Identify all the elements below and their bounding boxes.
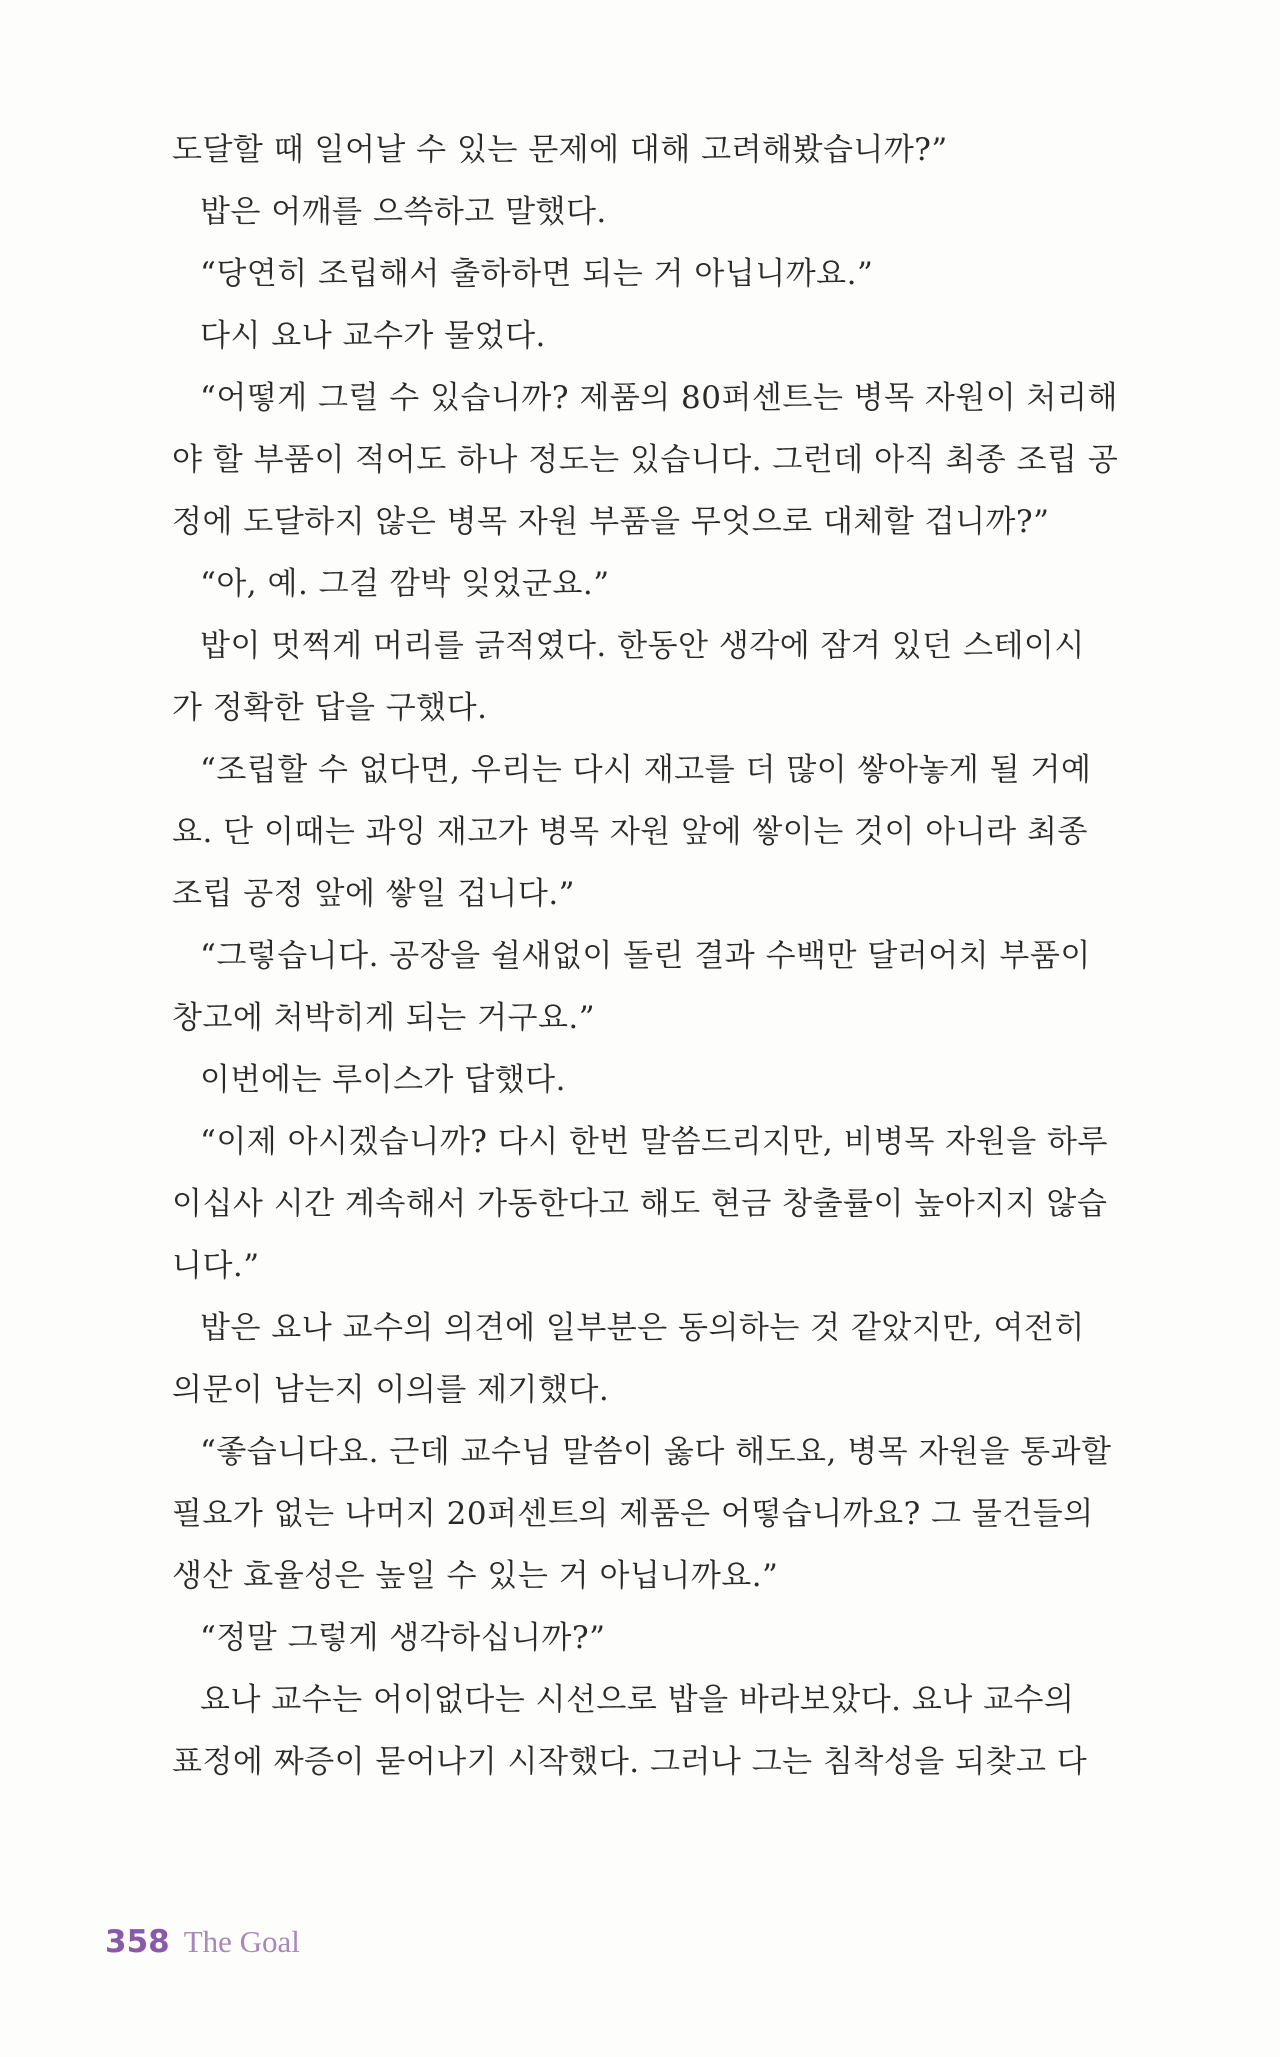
text-line: 창고에 처박히게 되는 거구요.” bbox=[172, 1000, 596, 1036]
text-line: “좋습니다요. 근데 교수님 말씀이 옳다 해도요, 병목 자원을 통과할 bbox=[200, 1434, 1112, 1470]
text-line: 다시 요나 교수가 물었다. bbox=[200, 318, 546, 354]
text-line: 도달할 때 일어날 수 있는 문제에 대해 고려해봤습니까?” bbox=[172, 132, 948, 168]
text-line: “조립할 수 없다면, 우리는 다시 재고를 더 많이 쌓아놓게 될 거예 bbox=[200, 752, 1092, 788]
text-line: “이제 아시겠습니까? 다시 한번 말씀드리지만, 비병목 자원을 하루 bbox=[200, 1124, 1108, 1160]
text-line: 야 할 부품이 적어도 하나 정도는 있습니다. 그런데 아직 최종 조립 공 bbox=[172, 442, 1119, 478]
text-line: “아, 예. 그걸 깜박 잊었군요.” bbox=[200, 566, 610, 602]
text-line: 요나 교수는 어이없다는 시선으로 밥을 바라보았다. 요나 교수의 bbox=[200, 1682, 1075, 1718]
text-line: 밥은 요나 교수의 의견에 일부분은 동의하는 것 같았지만, 여전히 bbox=[200, 1310, 1085, 1346]
text-line: 이십사 시간 계속해서 가동한다고 해도 현금 창출률이 높아지지 않습 bbox=[172, 1186, 1108, 1222]
text-line: 밥이 멋쩍게 머리를 긁적였다. 한동안 생각에 잠겨 있던 스테이시 bbox=[200, 628, 1085, 664]
text-line: 표정에 짜증이 묻어나기 시작했다. 그러나 그는 침착성을 되찾고 다 bbox=[172, 1744, 1088, 1780]
text-line: 의문이 남는지 이의를 제기했다. bbox=[172, 1372, 610, 1408]
text-line: 요. 단 이때는 과잉 재고가 병목 자원 앞에 쌓이는 것이 아니라 최종 bbox=[172, 814, 1088, 850]
text-line: 조립 공정 앞에 쌓일 겁니다.” bbox=[172, 876, 576, 912]
text-line: “당연히 조립해서 출하하면 되는 거 아닙니까요.” bbox=[200, 256, 874, 292]
text-line: 가 정확한 답을 구했다. bbox=[172, 690, 488, 726]
text-line: 필요가 없는 나머지 20퍼센트의 제품은 어떻습니까요? 그 물건들의 bbox=[172, 1496, 1094, 1532]
page-footer bbox=[105, 1918, 300, 1966]
text-line: 니다.” bbox=[172, 1248, 260, 1284]
text-line: 이번에는 루이스가 답했다. bbox=[200, 1062, 566, 1098]
text-line: “정말 그렇게 생각하십니까?” bbox=[200, 1620, 606, 1656]
text-line: 생산 효율성은 높일 수 있는 거 아닙니까요.” bbox=[172, 1558, 779, 1594]
book-title: The Goal bbox=[183, 1924, 300, 1959]
text-line: “그렇습니다. 공장을 쉴새없이 돌린 결과 수백만 달러어치 부품이 bbox=[200, 938, 1091, 974]
text-line: 정에 도달하지 않은 병목 자원 부품을 무엇으로 대체할 겁니까?” bbox=[172, 504, 1050, 540]
text-line: 밥은 어깨를 으쓱하고 말했다. bbox=[200, 194, 607, 230]
text-line: “어떻게 그럴 수 있습니까? 제품의 80퍼센트는 병목 자원이 처리해 bbox=[200, 380, 1118, 416]
page-number: 358 bbox=[105, 1924, 170, 1960]
